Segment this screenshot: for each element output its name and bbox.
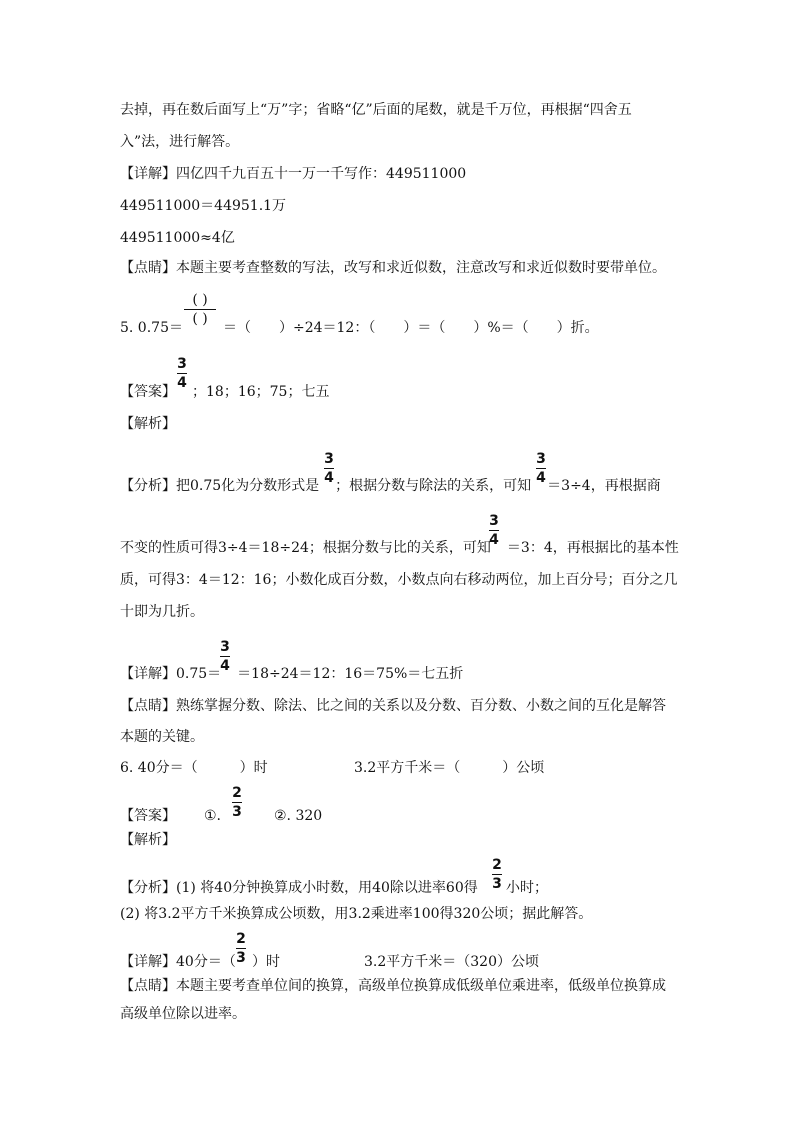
dianjing-line: 本题的关键。 <box>120 729 204 745</box>
dianjing-line: 【点睛】本题主要考查整数的写法，改写和求近似数，注意改写和求近似数时要带单位。 <box>120 260 666 276</box>
xiangjie-line: 【详解】四亿四千九百五十一万一千写作：449511000 <box>120 166 467 182</box>
text-line: 449511000≈4亿 <box>120 230 235 246</box>
fraction-2-3: 2 3 <box>232 785 242 820</box>
blank-denominator: ( ) <box>192 311 208 327</box>
fraction-3-4: 3 4 <box>177 356 187 391</box>
question-5-prefix: 5. 0.75＝ <box>120 320 183 336</box>
jiexi-label: 【解析】 <box>120 832 176 848</box>
fenxi-line: 【分析】(1) 将40分钟换算成小时数，用40除以进率60得 <box>120 880 478 896</box>
fraction-bar <box>184 309 216 310</box>
fenxi-line: 质，可得3：4＝12：16；小数化成百分数，小数点向右移动两位，加上百分号；百分之几 <box>120 572 678 588</box>
fraction-3-4: 3 4 <box>220 639 230 674</box>
dianjing-line: 【点睛】本题主要考查单位间的换算，高级单位换算成低级单位乘进率，低级单位换算成 <box>120 978 666 994</box>
answer-line <box>120 382 329 402</box>
fraction-3-4: 3 4 <box>324 451 334 486</box>
fenxi-line: (2) 将3.2平方千米换算成公顷数，用3.2乘进率100得320公顷；据此解答。 <box>120 906 593 922</box>
blank-numerator: ( ) <box>192 292 208 308</box>
jiexi-label: 【解析】 <box>120 416 176 432</box>
text-line: 入”法，进行解答。 <box>120 134 240 150</box>
answer-item-1: ①. <box>204 808 222 824</box>
answer-line: 【答案】 <box>120 808 176 824</box>
answer-rest: ；18；16；75；七五 <box>192 384 330 400</box>
fraction-2-3: 2 3 <box>492 857 502 892</box>
xiangjie-tail: ）时 <box>252 954 280 970</box>
question-6: 6. 40分＝（ ）时 <box>120 760 268 776</box>
fenxi-line: 【分析】把0.75化为分数形式是 ；根据分数与除法的关系，可知 ＝3÷4，再根据商 <box>120 478 661 494</box>
text-line: 去掉，再在数后面写上“万”字；省略“亿”后面的尾数，就是千万位，再根据“四舍五 <box>120 102 632 118</box>
fenxi-line-tail: 小时； <box>506 880 548 896</box>
question-5-rest: ＝（ ）÷24＝12：（ ）＝（ ）%＝（ ）折。 <box>222 320 599 336</box>
xiangjie-line: 【详解】40分＝（ <box>120 954 236 970</box>
fraction-3-4: 3 4 <box>536 451 546 486</box>
xiangjie-line: 【详解】0.75＝ ＝18÷24＝12：16＝75%＝七五折 <box>120 666 464 682</box>
answer-item-2: ②. 320 <box>274 808 323 824</box>
dianjing-line: 高级单位除以进率。 <box>120 1006 246 1022</box>
answer-label: 【答案】 <box>120 384 176 400</box>
dianjing-line: 【点睛】熟练掌握分数、除法、比之间的关系以及分数、百分数、小数之间的互化是解答 <box>120 698 666 714</box>
text-line: 449511000＝44951.1万 <box>120 198 287 214</box>
fenxi-line: 十即为几折。 <box>120 604 204 620</box>
fraction-2-3: 2 3 <box>236 931 246 966</box>
xiangjie-part-b: 3.2平方千米＝（320）公顷 <box>364 954 539 970</box>
fenxi-line: 不变的性质可得3÷4＝18÷24；根据分数与比的关系，可知 ＝3：4，再根据比的基本性 <box>120 540 679 556</box>
blank-fraction <box>184 293 216 326</box>
question-6-part-b: 3.2平方千米＝（ ）公顷 <box>354 760 545 776</box>
fraction-3-4: 3 4 <box>489 513 499 548</box>
